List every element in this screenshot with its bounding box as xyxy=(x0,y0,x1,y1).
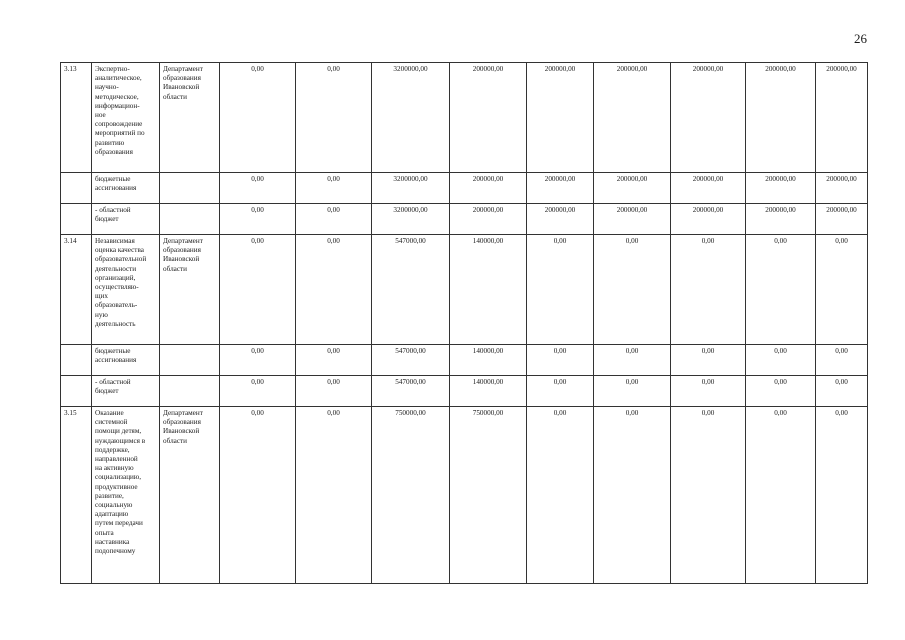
value-cell: 0,00 xyxy=(527,376,594,407)
value-cell: 0,00 xyxy=(594,235,671,345)
row-number-cell: 3.13 xyxy=(61,63,92,173)
value-cell: 140000,00 xyxy=(450,376,527,407)
activity-name-cell: бюджетные ассигнования xyxy=(92,173,160,204)
value-cell: 200000,00 xyxy=(450,173,527,204)
value-cell: 0,00 xyxy=(816,345,868,376)
value-cell: 0,00 xyxy=(220,407,296,584)
value-cell: 200000,00 xyxy=(527,204,594,235)
value-cell: 0,00 xyxy=(671,376,746,407)
value-cell: 0,00 xyxy=(746,345,816,376)
value-cell: 0,00 xyxy=(296,345,372,376)
value-cell: 200000,00 xyxy=(746,63,816,173)
value-cell: 3200000,00 xyxy=(372,173,450,204)
executor-cell xyxy=(160,345,220,376)
value-cell: 0,00 xyxy=(220,376,296,407)
value-cell: 0,00 xyxy=(296,173,372,204)
row-number-cell xyxy=(61,345,92,376)
table-row xyxy=(61,63,868,173)
value-cell: 0,00 xyxy=(527,345,594,376)
value-cell: 0,00 xyxy=(527,235,594,345)
value-cell: 0,00 xyxy=(220,63,296,173)
activity-name-cell: - областной бюджет xyxy=(92,376,160,407)
activity-name-cell: Независимая оценка качества образовательной деятельности организаций, осуществляю- щих образователь- ную деятельность xyxy=(92,235,160,345)
value-cell: 0,00 xyxy=(746,376,816,407)
value-cell: 200000,00 xyxy=(594,173,671,204)
table-row xyxy=(61,204,868,235)
value-cell: 0,00 xyxy=(296,407,372,584)
value-cell: 0,00 xyxy=(594,345,671,376)
executor-cell xyxy=(160,173,220,204)
row-number-cell xyxy=(61,376,92,407)
value-cell: 547000,00 xyxy=(372,235,450,345)
value-cell: 200000,00 xyxy=(450,204,527,235)
row-number-cell xyxy=(61,204,92,235)
value-cell: 0,00 xyxy=(746,235,816,345)
table-row xyxy=(61,376,868,407)
value-cell: 0,00 xyxy=(594,376,671,407)
value-cell: 200000,00 xyxy=(527,63,594,173)
value-cell: 0,00 xyxy=(220,204,296,235)
value-cell: 0,00 xyxy=(671,235,746,345)
value-cell: 0,00 xyxy=(296,376,372,407)
value-cell: 140000,00 xyxy=(450,345,527,376)
value-cell: 0,00 xyxy=(671,407,746,584)
value-cell: 750000,00 xyxy=(372,407,450,584)
value-cell: 0,00 xyxy=(746,407,816,584)
row-number-cell: 3.14 xyxy=(61,235,92,345)
value-cell: 200000,00 xyxy=(671,63,746,173)
value-cell: 3200000,00 xyxy=(372,204,450,235)
executor-cell: Департамент образования Ивановской области xyxy=(160,63,220,173)
table-row xyxy=(61,345,868,376)
value-cell: 200000,00 xyxy=(746,204,816,235)
page-number: 26 xyxy=(854,31,867,46)
budget-table xyxy=(60,62,868,584)
value-cell: 0,00 xyxy=(220,235,296,345)
executor-cell: Департамент образования Ивановской области xyxy=(160,407,220,584)
value-cell: 547000,00 xyxy=(372,376,450,407)
value-cell: 0,00 xyxy=(220,345,296,376)
value-cell: 0,00 xyxy=(296,204,372,235)
value-cell: 200000,00 xyxy=(816,63,868,173)
value-cell: 0,00 xyxy=(220,173,296,204)
value-cell: 140000,00 xyxy=(450,235,527,345)
value-cell: 200000,00 xyxy=(594,204,671,235)
table-row xyxy=(61,407,868,584)
value-cell: 200000,00 xyxy=(594,63,671,173)
value-cell: 0,00 xyxy=(816,376,868,407)
value-cell: 0,00 xyxy=(296,63,372,173)
value-cell: 200000,00 xyxy=(527,173,594,204)
value-cell: 200000,00 xyxy=(746,173,816,204)
value-cell: 3200000,00 xyxy=(372,63,450,173)
value-cell: 200000,00 xyxy=(671,173,746,204)
activity-name-cell: бюджетные ассигнования xyxy=(92,345,160,376)
table-row xyxy=(61,235,868,345)
executor-cell xyxy=(160,204,220,235)
value-cell: 0,00 xyxy=(594,407,671,584)
value-cell: 200000,00 xyxy=(816,173,868,204)
activity-name-cell: - областной бюджет xyxy=(92,204,160,235)
value-cell: 0,00 xyxy=(671,345,746,376)
activity-name-cell: Оказание системной помощи детям, нуждающимся в поддержке, направленной на активную социализацию, продуктивное развитие, социальную адаптацию путем передачи опыта наставника подопечному xyxy=(92,407,160,584)
executor-cell xyxy=(160,376,220,407)
value-cell: 0,00 xyxy=(527,407,594,584)
value-cell: 200000,00 xyxy=(671,204,746,235)
executor-cell: Департамент образования Ивановской области xyxy=(160,235,220,345)
row-number-cell xyxy=(61,173,92,204)
value-cell: 0,00 xyxy=(296,235,372,345)
value-cell: 200000,00 xyxy=(816,204,868,235)
table-row xyxy=(61,173,868,204)
value-cell: 200000,00 xyxy=(450,63,527,173)
value-cell: 547000,00 xyxy=(372,345,450,376)
row-number-cell: 3.15 xyxy=(61,407,92,584)
activity-name-cell: Экспертно- аналитическое, научно- методическое, информацион- ное сопровождение мероприятий по развитию образования xyxy=(92,63,160,173)
value-cell: 0,00 xyxy=(816,407,868,584)
value-cell: 0,00 xyxy=(816,235,868,345)
value-cell: 750000,00 xyxy=(450,407,527,584)
